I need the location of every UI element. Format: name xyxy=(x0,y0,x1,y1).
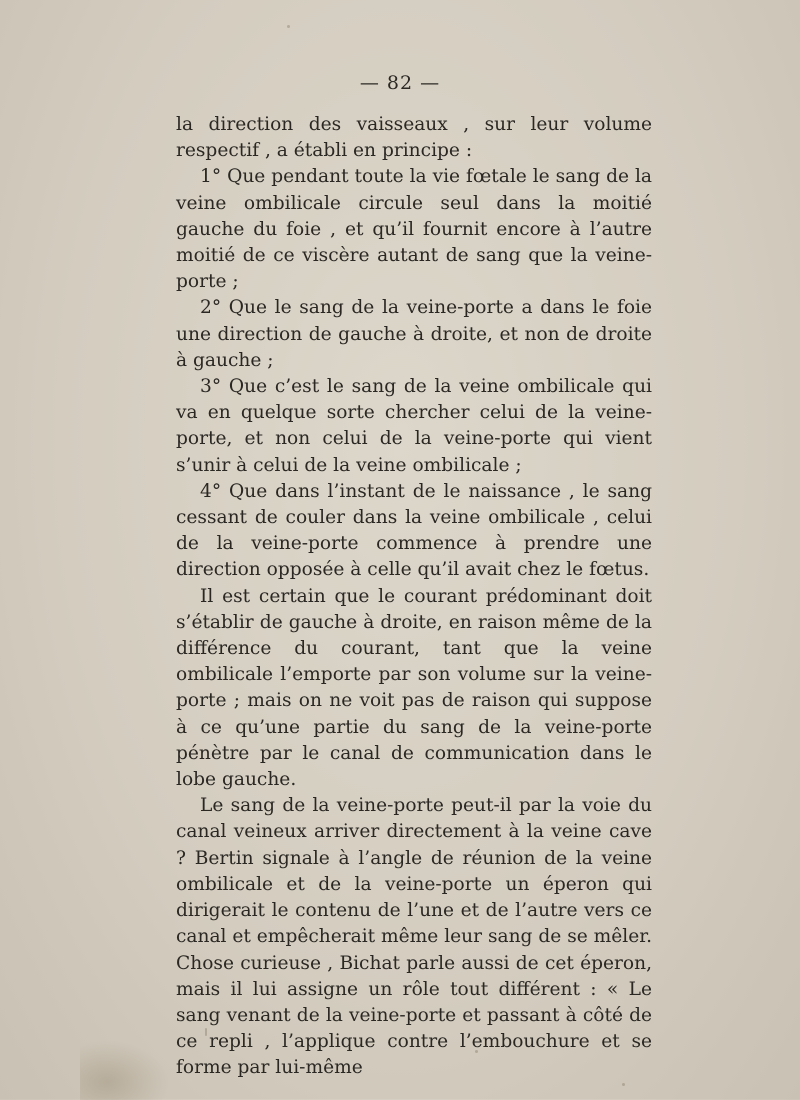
paragraph-point-2: 2° Que le sang de la veine-porte a dans le foie une direction de gauche à droite, et non de droite à gauche ; xyxy=(176,297,652,371)
paragraph-point-1: 1° Que pendant toute la vie fœtale le sang de la veine ombilicale circule seul dans la moitié gauche du foie , et qu’il fournit encore à l’autre moitié de ce viscère autant de sang que la veine-porte ; xyxy=(176,166,652,293)
paper-spot xyxy=(622,1083,625,1086)
paragraph-current-direction: Il est certain que le courant prédominant doit s’établir de gauche à droite, en raison même de la différence du courant, tant que la veine ombilicale l’emporte par son volume sur la veine-porte ; mais on ne voit pas de raison qui suppose à ce qu’une partie du sang de la veine-porte pénètre par le canal de communication dans le lobe gauche. xyxy=(176,585,652,791)
paragraph-point-3: 3° Que c’est le sang de la veine ombilicale qui va en quelque sorte chercher celui de la veine-porte, et non celui de la veine-porte qui vient s’unir à celui de la veine ombilicale ; xyxy=(176,376,652,476)
page-number: — 82 — xyxy=(359,72,441,94)
paper-spot xyxy=(287,25,290,28)
paragraph-continuation: la direction des vaisseaux , sur leur volume respectif , a établi en principe : xyxy=(176,114,652,162)
paper-spot xyxy=(205,1028,207,1036)
paragraph-point-4: 4° Que dans l’instant de le naissance , le sang cessant de couler dans la veine ombilicale , celui de la veine-porte commence à prendre une direction opposée à celle qu’il avait chez le fœtus. xyxy=(176,480,652,581)
paper-spot xyxy=(475,1050,478,1053)
body-text xyxy=(176,112,652,1082)
paper-stain xyxy=(80,1040,170,1100)
paragraph-canal-veineux: Le sang de la veine-porte peut-il par la voie du canal veineux arriver directement à la veine cave ? Bertin signale à l’angle de réunion de la veine ombilicale et de la veine-porte un éperon qui dirigerait le contenu de l’une et de l’autre vers ce canal et empêcherait même leur sang de se mêler. Chose curieuse , Bichat parle aussi de cet éperon, mais il lui assigne un rôle tout différent : « Le sang venant de la veine-porte et passant à côté de ce repli , l’applique contre l’embouchure et se forme par lui-même xyxy=(176,795,652,1079)
